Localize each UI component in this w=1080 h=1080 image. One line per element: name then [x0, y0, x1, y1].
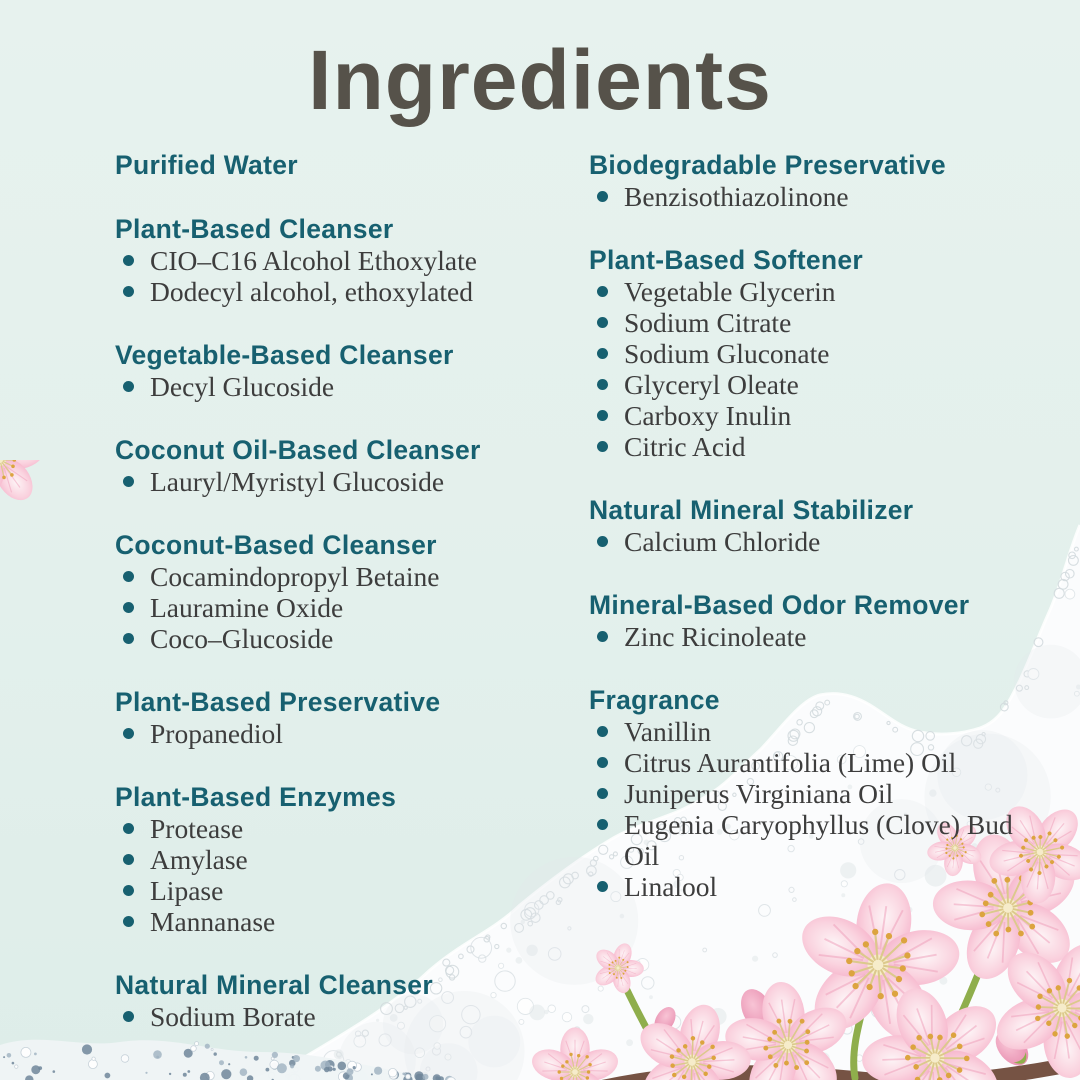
ingredient-item [589, 809, 1037, 871]
ingredient-item [589, 778, 1037, 809]
ingredient-name: Vanillin [624, 716, 712, 747]
ingredient-item [589, 431, 1037, 462]
ingredient-section [115, 435, 570, 497]
ingredients-column-right [589, 150, 1037, 935]
ingredient-list [589, 181, 1037, 212]
bullet-icon [597, 441, 608, 452]
bullet-icon [123, 633, 134, 644]
bullet-icon [597, 631, 608, 642]
ingredient-list [589, 716, 1037, 902]
bullet-icon [597, 881, 608, 892]
bullet-icon [123, 571, 134, 582]
ingredient-item [115, 1001, 570, 1032]
ingredient-item [115, 276, 570, 307]
ingredient-item [589, 716, 1037, 747]
ingredient-category-heading: Mineral-Based Odor Remover [589, 590, 970, 620]
ingredient-name: Protease [150, 813, 244, 844]
ingredient-category-heading: Vegetable-Based Cleanser [115, 340, 454, 370]
ingredient-name: Coco–Glucoside [150, 623, 334, 654]
ingredient-name: Zinc Ricinoleate [624, 621, 807, 652]
bullet-icon [597, 286, 608, 297]
ingredient-category-heading: Purified Water [115, 150, 298, 180]
bullet-icon [597, 348, 608, 359]
ingredient-category-heading: Natural Mineral Cleanser [115, 970, 433, 1000]
ingredient-section [115, 214, 570, 307]
ingredient-category-heading: Coconut Oil-Based Cleanser [115, 435, 481, 465]
bullet-icon [123, 381, 134, 392]
ingredient-name: Lauryl/Myristyl Glucoside [150, 466, 445, 497]
ingredient-section [115, 150, 570, 181]
bullet-icon [597, 757, 608, 768]
ingredient-section [115, 340, 570, 402]
ingredient-list [115, 371, 570, 402]
bullet-icon [123, 728, 134, 739]
ingredient-section [115, 970, 570, 1032]
bullet-icon [123, 255, 134, 266]
bullet-icon [123, 286, 134, 297]
bullet-icon [123, 602, 134, 613]
ingredient-name: Vegetable Glycerin [624, 276, 836, 307]
ingredient-name: Eugenia Caryophyllus (Clove) Bud Oil [624, 809, 1013, 871]
ingredient-section [115, 782, 570, 937]
ingredient-name: Propanediol [150, 718, 283, 749]
ingredient-item [589, 338, 1037, 369]
ingredient-item [115, 906, 570, 937]
bullet-icon [123, 916, 134, 927]
ingredient-name: Carboxy Inulin [624, 400, 792, 431]
ingredient-category-heading: Coconut-Based Cleanser [115, 530, 437, 560]
ingredient-category-heading: Natural Mineral Stabilizer [589, 495, 914, 525]
ingredient-name: Linalool [624, 871, 718, 902]
ingredient-item [589, 526, 1037, 557]
bullet-icon [597, 191, 608, 202]
ingredient-item [115, 561, 570, 592]
ingredient-list [589, 526, 1037, 557]
ingredient-item [115, 813, 570, 844]
ingredient-list [115, 1001, 570, 1032]
ingredient-section [589, 495, 1037, 557]
ingredient-name: Lipase [150, 875, 224, 906]
ingredient-item [589, 871, 1037, 902]
ingredient-item [115, 592, 570, 623]
ingredient-name: Calcium Chloride [624, 526, 821, 557]
ingredient-item [115, 718, 570, 749]
ingredient-name: CIO–C16 Alcohol Ethoxylate [150, 245, 477, 276]
bullet-icon [597, 410, 608, 421]
ingredient-category-heading: Plant-Based Preservative [115, 687, 441, 717]
ingredient-list [589, 621, 1037, 652]
ingredient-name: Sodium Gluconate [624, 338, 830, 369]
ingredient-category-heading: Plant-Based Cleanser [115, 214, 394, 244]
ingredient-list [115, 466, 570, 497]
bullet-icon [597, 379, 608, 390]
ingredient-name: Benzisothiazolinone [624, 181, 849, 212]
page-title: Ingredients [308, 33, 772, 127]
ingredient-category-heading: Plant-Based Softener [589, 245, 864, 275]
ingredient-section [589, 590, 1037, 652]
bullet-icon [123, 854, 134, 865]
ingredient-name: Juniperus Virginiana Oil [624, 778, 894, 809]
bullet-icon [597, 726, 608, 737]
ingredient-name: Glyceryl Oleate [624, 369, 799, 400]
ingredient-name: Lauramine Oxide [150, 592, 344, 623]
bullet-icon [123, 823, 134, 834]
ingredient-name: Dodecyl alcohol, ethoxylated [150, 276, 474, 307]
ingredient-item [115, 371, 570, 402]
ingredient-list [115, 718, 570, 749]
bullet-icon [597, 317, 608, 328]
ingredient-name: Amylase [150, 844, 248, 875]
ingredient-list [115, 561, 570, 654]
ingredient-name: Decyl Glucoside [150, 371, 335, 402]
ingredient-list [589, 276, 1037, 462]
bullet-icon [123, 1011, 134, 1022]
ingredient-section [589, 150, 1037, 212]
bullet-icon [597, 788, 608, 799]
bullet-icon [123, 476, 134, 487]
ingredient-list [115, 813, 570, 937]
ingredient-section [589, 685, 1037, 902]
ingredient-item [115, 844, 570, 875]
ingredient-name: Sodium Borate [150, 1001, 316, 1032]
ingredient-category-heading: Plant-Based Enzymes [115, 782, 397, 812]
ingredient-section [115, 687, 570, 749]
ingredient-name: Citric Acid [624, 431, 746, 462]
ingredient-item [589, 621, 1037, 652]
ingredient-item [115, 245, 570, 276]
ingredient-item [589, 369, 1037, 400]
ingredient-name: Citrus Aurantifolia (Lime) Oil [624, 747, 957, 778]
bullet-icon [597, 536, 608, 547]
ingredient-item [589, 747, 1037, 778]
ingredient-item [589, 181, 1037, 212]
ingredient-list [115, 245, 570, 307]
ingredient-category-heading: Fragrance [589, 685, 720, 715]
ingredient-item [589, 307, 1037, 338]
ingredient-name: Cocamindopropyl Betaine [150, 561, 440, 592]
bullet-icon [597, 819, 608, 830]
ingredient-item [589, 276, 1037, 307]
ingredient-item [115, 466, 570, 497]
ingredient-item [589, 400, 1037, 431]
ingredient-item [115, 623, 570, 654]
ingredient-item [115, 875, 570, 906]
ingredient-section [589, 245, 1037, 462]
ingredient-name: Sodium Citrate [624, 307, 792, 338]
ingredient-category-heading: Biodegradable Preservative [589, 150, 946, 180]
ingredients-column-left [115, 150, 570, 1065]
bullet-icon [123, 885, 134, 896]
ingredient-name: Mannanase [150, 906, 276, 937]
ingredient-section [115, 530, 570, 654]
